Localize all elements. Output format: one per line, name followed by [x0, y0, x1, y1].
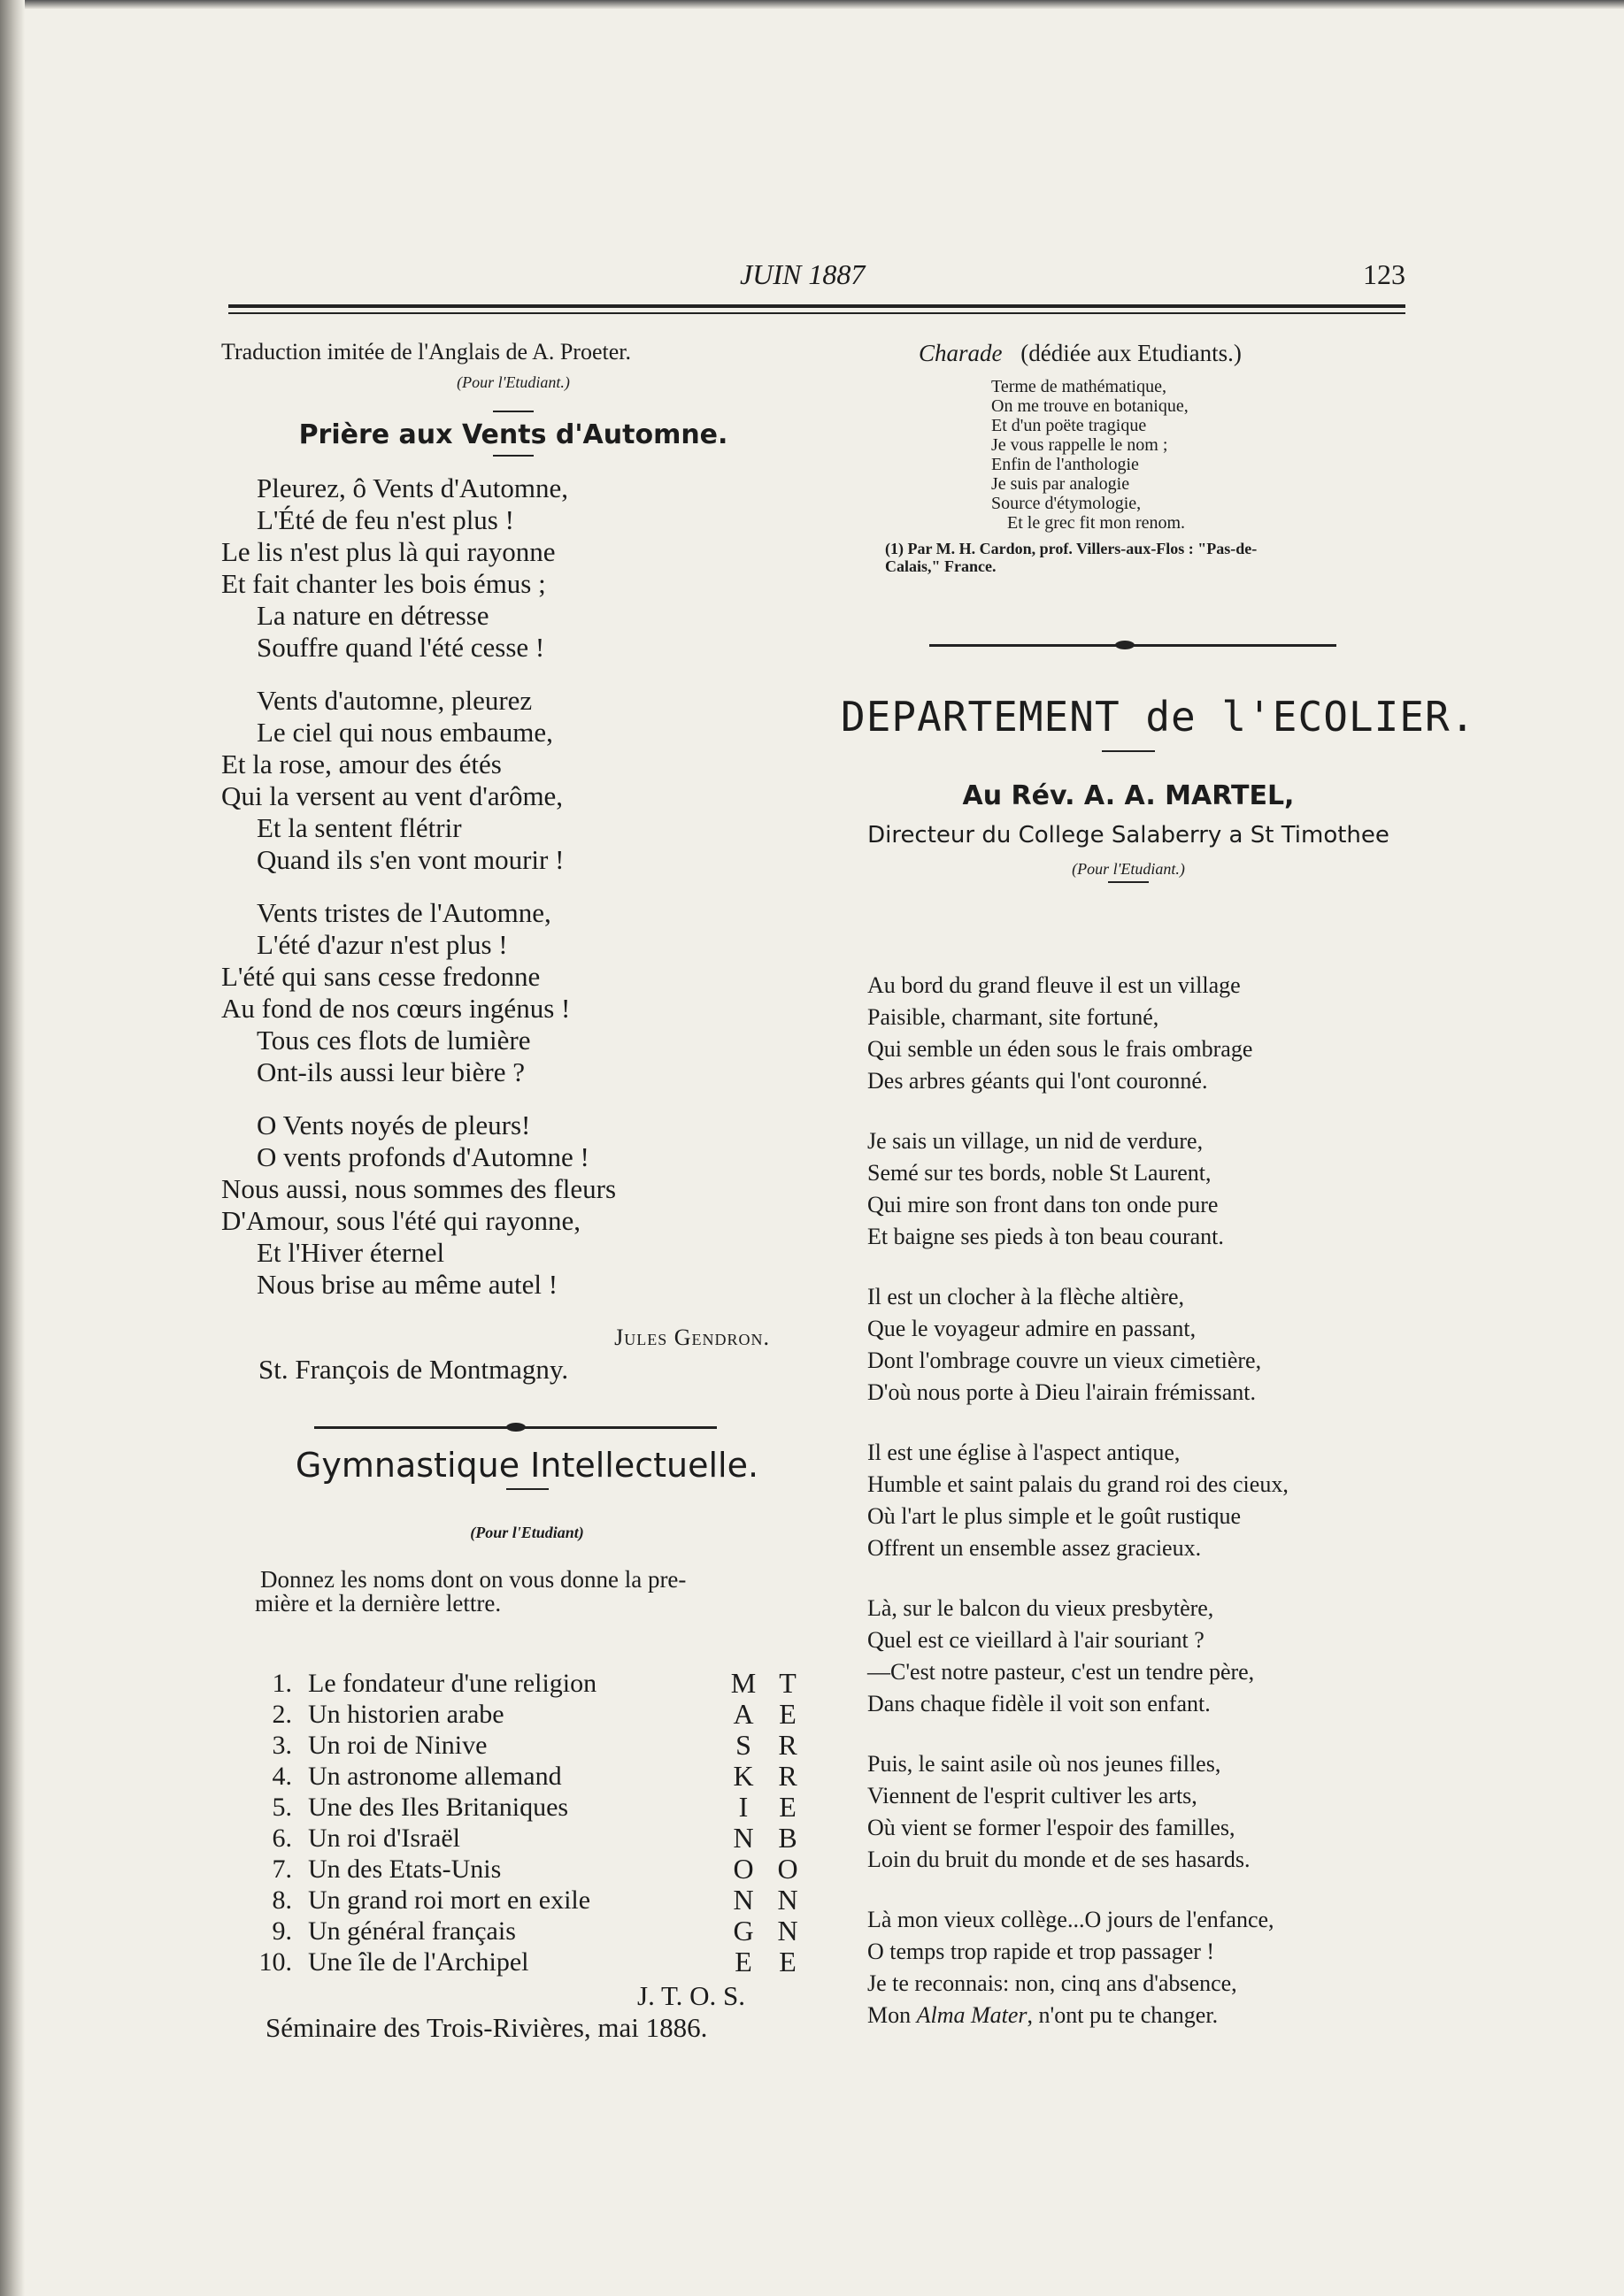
verse-line: —C'est notre pasteur, c'est un tendre père,: [867, 1659, 1255, 1685]
item-number: 8.: [272, 1885, 292, 1915]
poem-signature: Jules Gendron.: [614, 1325, 770, 1350]
poem-body: [221, 472, 805, 1301]
section-header: [841, 690, 1476, 883]
first-letter: G: [733, 1915, 754, 1947]
item-text: Un grand roi mort en exile: [308, 1885, 591, 1915]
verse-line: O vents profonds d'Automne !: [257, 1141, 589, 1172]
verse-line: Et fait chanter les bois émus ;: [221, 568, 546, 599]
verse-line: Quand ils s'en vont mourir !: [257, 844, 565, 875]
header-rule: [228, 304, 1405, 308]
header-date: JUIN 1887: [740, 258, 866, 290]
running-header: [228, 258, 1405, 294]
verse-line: Je te reconnais: non, cinq ans d'absence,: [867, 1970, 1237, 1996]
divider: [493, 411, 534, 412]
item-number: 9.: [272, 1916, 292, 1946]
item-text: Un roi d'Israël: [308, 1824, 461, 1853]
stanza: [867, 1748, 1416, 1876]
ornament-flourish: [1115, 641, 1135, 649]
item-number: 10.: [258, 1947, 292, 1977]
last-letter: E: [779, 1698, 797, 1730]
list-item: [246, 1885, 724, 1916]
charade-line: Source d'étymologie,: [991, 494, 1142, 513]
verse-line: L'été qui sans cesse fredonne: [221, 961, 541, 992]
stanza: [867, 1904, 1416, 2031]
first-letter: A: [733, 1698, 754, 1730]
stanza: [867, 1125, 1416, 1253]
first-letter: M: [730, 1667, 757, 1699]
item-number: 1.: [272, 1669, 292, 1698]
left-column: [221, 336, 805, 1386]
stanza: [221, 1110, 805, 1301]
verse-line: Qui semble un éden sous le frais ombrage: [867, 1036, 1253, 1062]
item-text: Une île de l'Archipel: [308, 1947, 529, 1977]
list-item: [246, 1916, 724, 1947]
stanza: [221, 897, 805, 1088]
verse-line: L'été d'azur n'est plus !: [257, 929, 508, 960]
item-number: 4.: [272, 1762, 292, 1791]
verse-line: Tous ces flots de lumière: [257, 1025, 531, 1056]
item-number: 5.: [272, 1793, 292, 1822]
charade-line: Je suis par analogie: [991, 474, 1130, 494]
verse-line: L'Été de feu n'est plus !: [257, 504, 514, 535]
poem-source: Traduction imitée de l'Anglais de A. Proeter.: [221, 339, 631, 365]
stanza: [221, 472, 805, 664]
verse-line: Offrent un ensemble assez gracieux.: [867, 1535, 1202, 1561]
verse-line: Que le voyageur admire en passant,: [867, 1316, 1197, 1341]
charade-footnote-line2: Calais," France.: [885, 557, 997, 575]
verse-line: Là mon vieux collège...O jours de l'enfance,: [867, 1907, 1274, 1932]
first-letters-column: [730, 1668, 757, 1977]
item-number: 2.: [272, 1700, 292, 1729]
alma-mater-italic: Alma Mater: [916, 2002, 1028, 2028]
section-note: (Pour l'Etudiant.): [1072, 860, 1185, 878]
charade-title: Charade: [919, 340, 1003, 366]
charade-section: [885, 338, 1416, 575]
verse-line: Au bord du grand fleuve il est un village: [867, 972, 1241, 998]
item-text: Un roi de Ninive: [308, 1731, 488, 1760]
page-number: 123: [1363, 258, 1405, 290]
first-letter: S: [735, 1729, 751, 1761]
poem-note: (Pour l'Etudiant.): [457, 373, 570, 391]
stanza: [221, 685, 805, 876]
verse-line: Où vient se former l'espoir des familles,: [867, 1815, 1235, 1840]
last-letter: N: [777, 1884, 798, 1916]
list-item: [246, 1761, 724, 1792]
section-subtitle: Directeur du College Salaberry a St Timothee: [867, 822, 1389, 849]
charade-line: Je vous rappelle le nom ;: [991, 435, 1168, 455]
verse-line: Souffre quand l'été cesse !: [257, 632, 545, 663]
divider: [506, 1488, 549, 1490]
verse-line: Puis, le saint asile où nos jeunes filles,: [867, 1751, 1221, 1777]
verse-line: Dans chaque fidèle il voit son enfant.: [867, 1691, 1211, 1716]
binding-edge: [0, 0, 25, 2296]
verse-line: Je sais un village, un nid de verdure,: [867, 1128, 1204, 1154]
verse-line: Dont l'ombrage couvre un vieux cimetière,: [867, 1348, 1262, 1373]
ornament-flourish: [506, 1423, 526, 1432]
verse-line: Vents d'automne, pleurez: [257, 685, 533, 716]
section-poem: [867, 970, 1416, 2060]
verse-line: Mon Alma Mater, n'ont pu te changer.: [867, 2002, 1219, 2028]
verse-line: Semé sur tes bords, noble St Laurent,: [867, 1160, 1212, 1186]
list-item: [246, 1699, 724, 1730]
verse-line: Qui la versent au vent d'arôme,: [221, 780, 564, 811]
verse-line: Et l'Hiver éternel: [257, 1237, 445, 1268]
divider: [1102, 750, 1155, 752]
last-letter: E: [779, 1791, 797, 1823]
charade-verses: [991, 377, 1416, 533]
verse-line: Nous brise au même autel !: [257, 1269, 558, 1300]
puzzle-section: [255, 1444, 799, 1616]
verse-line: Viennent de l'esprit cultiver les arts,: [867, 1783, 1197, 1808]
last-letter: O: [777, 1853, 798, 1885]
item-number: 3.: [272, 1731, 292, 1760]
divider: [493, 455, 534, 457]
first-letter: I: [738, 1791, 749, 1823]
verse-line: Le lis n'est plus là qui rayonne: [221, 536, 556, 567]
charade-line: Terme de mathématique,: [991, 377, 1166, 396]
charade-line: Et d'un poëte tragique: [991, 416, 1147, 435]
list-item: [246, 1823, 724, 1854]
list-item: [246, 1947, 724, 1977]
last-letter: R: [778, 1729, 797, 1761]
verse-line: Qui mire son front dans ton onde pure: [867, 1192, 1219, 1217]
list-item: [246, 1730, 724, 1761]
verse-line: D'où nous porte à Dieu l'airain frémissant.: [867, 1379, 1256, 1405]
item-text: Un astronome allemand: [308, 1762, 562, 1791]
first-letter: E: [735, 1946, 752, 1977]
first-letter: K: [733, 1760, 754, 1792]
last-letter: R: [778, 1760, 797, 1792]
charade-dedication: (dédiée aux Etudiants.): [1020, 340, 1242, 366]
verse-line: La nature en détresse: [257, 600, 489, 631]
charade-line: Enfin de l'anthologie: [991, 455, 1139, 474]
stanza: [867, 1593, 1416, 1720]
section-title: DEPARTEMENT de l'ECOLIER.: [841, 693, 1476, 741]
poem-place: St. François de Montmagny.: [258, 1354, 569, 1385]
verse-line: Il est une église à l'aspect antique,: [867, 1440, 1181, 1465]
charade-line: Et le grec fit mon renom.: [1007, 513, 1186, 533]
verse-line: Pleurez, ô Vents d'Automne,: [257, 472, 568, 503]
item-text: Un des Etats-Unis: [308, 1854, 502, 1884]
list-item: [246, 1792, 724, 1823]
list-item: [246, 1854, 724, 1885]
last-letter: T: [779, 1667, 797, 1699]
verse-line: Et la sentent flétrir: [257, 812, 462, 843]
poem-title: Prière aux Vents d'Automne.: [298, 419, 728, 450]
verse-line: Et baigne ses pieds à ton beau courant.: [867, 1224, 1224, 1249]
puzzle-list: [246, 1668, 724, 1977]
item-text: Une des Iles Britaniques: [308, 1793, 569, 1822]
verse-line: Où l'art le plus simple et le goût rustique: [867, 1503, 1242, 1529]
puzzle-note: (Pour l'Etudiant): [470, 1524, 584, 1541]
puzzle-intro-line1: Donnez les noms dont on vous donne la pre-: [260, 1566, 687, 1593]
verse-line: Et la rose, amour des étés: [221, 749, 502, 779]
puzzle-intro-line2: mière et la dernière lettre.: [255, 1590, 502, 1616]
first-letter: O: [733, 1853, 754, 1885]
verse-line: Quel est ce vieillard à l'air souriant ?: [867, 1627, 1205, 1653]
charade-footnote-line1: (1) Par M. H. Cardon, prof. Villers-aux-Flos : "Pas-de-: [885, 540, 1258, 557]
verse-line: D'Amour, sous l'été qui rayonne,: [221, 1205, 581, 1236]
last-letter: N: [777, 1915, 798, 1947]
last-letter: E: [779, 1946, 797, 1977]
last-letters-column: [774, 1668, 801, 1977]
item-text: Le fondateur d'une religion: [308, 1669, 597, 1698]
item-text: Un général français: [308, 1916, 516, 1946]
first-letter: N: [733, 1822, 754, 1854]
puzzle-title: Gymnastique Intellectuelle.: [295, 1446, 759, 1485]
stanza: [867, 970, 1416, 1097]
item-number: 6.: [272, 1824, 292, 1853]
section-dedication: Au Rév. A. A. MARTEL,: [962, 780, 1295, 811]
stanza: [867, 1437, 1416, 1564]
puzzle-signature: J. T. O. S.: [637, 1980, 746, 2011]
puzzle-place: Séminaire des Trois-Rivières, mai 1886.: [266, 2012, 708, 2043]
verse-line: O Vents noyés de pleurs!: [257, 1110, 531, 1140]
last-letter: B: [778, 1822, 797, 1854]
verse-line: Humble et saint palais du grand roi des cieux,: [867, 1471, 1289, 1497]
verse-line: Ont-ils aussi leur bière ?: [257, 1056, 526, 1087]
verse-line: Le ciel qui nous embaume,: [257, 717, 553, 748]
scan-top-edge: [0, 0, 1624, 9]
verse-line: Loin du bruit du monde et de ses hasards.: [867, 1847, 1251, 1872]
divider: [1108, 881, 1149, 883]
verse-line: Des arbres géants qui l'ont couronné.: [867, 1068, 1208, 1094]
item-number: 7.: [272, 1854, 292, 1884]
verse-line: Vents tristes de l'Automne,: [257, 897, 551, 928]
charade-line: On me trouve en botanique,: [991, 396, 1189, 416]
first-letter: N: [733, 1884, 754, 1916]
stanza: [867, 1281, 1416, 1409]
list-item: [246, 1668, 724, 1699]
verse-line: Là, sur le balcon du vieux presbytère,: [867, 1595, 1214, 1621]
verse-line: Au fond de nos cœurs ingénus !: [221, 993, 571, 1024]
verse-line: Nous aussi, nous sommes des fleurs: [221, 1173, 617, 1204]
verse-line: Paisible, charmant, site fortuné,: [867, 1004, 1159, 1030]
verse-line: Il est un clocher à la flèche altière,: [867, 1284, 1185, 1309]
header-rule-thin: [228, 312, 1405, 314]
verse-line: O temps trop rapide et trop passager !: [867, 1939, 1215, 1964]
item-text: Un historien arabe: [308, 1700, 504, 1729]
